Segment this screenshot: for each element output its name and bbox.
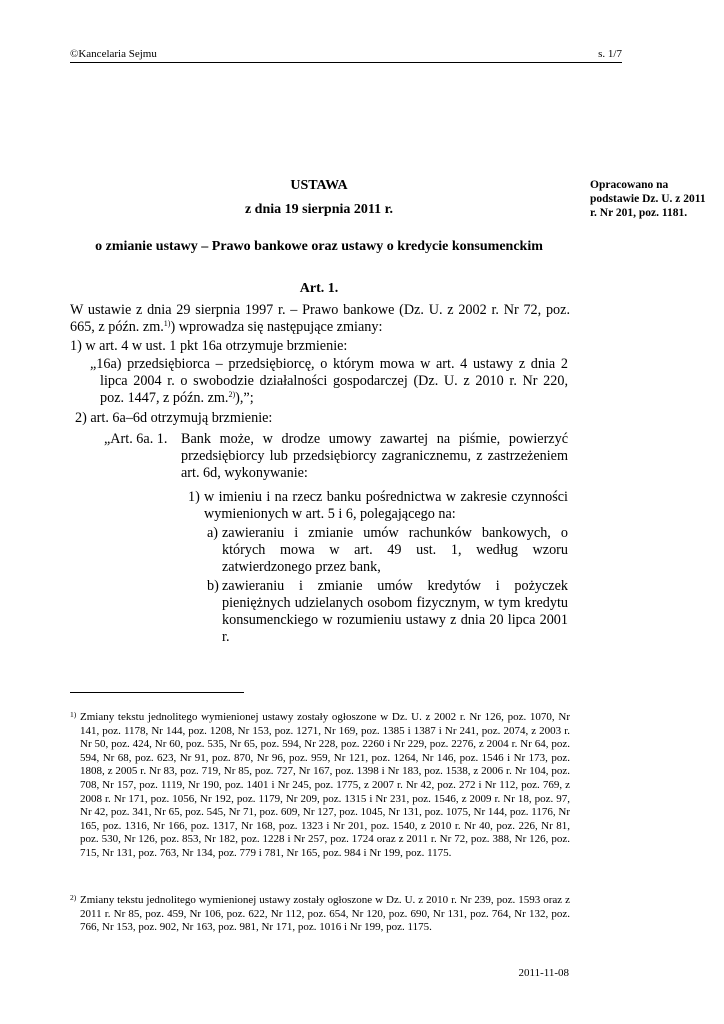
point-b-text: zawieraniu i zmianie umów kredytów i pożyczek pieniężnych udzielanych osobom fizycznym, w tym kredytu konsumenckiego w rozumieniu ustawy z dnia 20 lipca 2001 r. [222, 578, 568, 645]
page-number: s. 1/7 [598, 48, 622, 60]
point-1-number: 1) [188, 489, 200, 505]
point-1-text: w imieniu i na rzecz banku pośrednictwa w zakresie czynności wymienionych w art. 5 i 6, polegającego na: [204, 489, 568, 522]
footnote-ref-1[interactable]: 1) [163, 319, 171, 328]
footnote-separator [70, 692, 244, 693]
point-a-number: a) [207, 525, 219, 541]
act-date: z dnia 19 sierpnia 2011 r. [244, 202, 394, 217]
art-6a-lead: „Art. 6a. 1. [104, 431, 168, 447]
footnote-2-number: 2) [70, 893, 77, 902]
publisher-label: ©Kancelaria Sejmu [70, 48, 157, 60]
art-6a-body: Bank może, w drodze umowy zawartej na piśmie, powierzyć przedsiębiorcy lub przedsiębiorcy zagranicznemu, z zastrzeżeniem art. 6d, wykonywanie: [181, 431, 568, 481]
article-heading: Art. 1. [299, 281, 339, 296]
act-subject: o zmianie ustawy – Prawo bankowe oraz ustawy o kredycie konsumenckim [95, 239, 543, 254]
footnote-1-text: Zmiany tekstu jednolitego wymienionej ustawy zostały ogłoszone w Dz. U. z 2002 r. Nr 126, poz. 1070, Nr 141, poz. 1178, Nr 144, poz. 1208, Nr 153, poz. 1271, Nr 169, poz. 1385 i 1387 i Nr 241, poz. 2074, z 2003 r. Nr 50, poz. 424, Nr 60, poz. 535, Nr 65, poz. 594, Nr 228, poz. 2260 i Nr 229, poz. 2276, z 2004 r. Nr 64, poz. 594, Nr 68, poz. 623, Nr 91, poz. 870, Nr 96, poz. 959, Nr 121, poz. 1264, Nr 146, poz. 1546 i Nr 173, poz. 1808, z 2005 r. Nr 83, poz. 719, Nr 85, poz. 727, Nr 167, poz. 1398 i Nr 183, poz. 1538, z 2006 r. Nr 104, poz. 708, Nr 157, poz. 1119, Nr 190, poz. 1401 i Nr 245, poz. 1775, z 2007 r. Nr 42, poz. 272 i Nr 112, poz. 769, z 2008 r. Nr 171, poz. 1056, Nr 192, poz. 1179, Nr 209, poz. 1315 i Nr 231, poz. 1546, z 2009 r. Nr 18, poz. 97, Nr 42, poz. 341, Nr 65, poz. 545, Nr 71, poz. 609, Nr 127, poz. 1045, Nr 131, poz. 1075, Nr 144, poz. 1176, Nr 165, poz. 1316, Nr 166, poz. 1317, Nr 168, poz. 1323 i Nr 201, poz. 1540, z 2010 r. Nr 40, poz. 226, Nr 81, poz. 530, Nr 126, poz. 853, Nr 182, poz. 1228 i Nr 257, poz. 1724 oraz z 2011 r. Nr 72, poz. 388, Nr 126, poz. 715, Nr 131, poz. 763, Nr 134, poz. 779 i 781, Nr 165, poz. 984 i Nr 199, poz. 1175. [80, 711, 570, 859]
footnote-1-number: 1) [70, 710, 77, 719]
article-intro [70, 302, 570, 336]
amendment-item-1: 1) w art. 4 w ust. 1 pkt 16a otrzymuje brzmienie: [70, 338, 348, 354]
act-title: USTAWA [290, 178, 348, 193]
footnote-2-text: Zmiany tekstu jednolitego wymienionej ustawy zostały ogłoszone w Dz. U. z 2010 r. Nr 239, poz. 1593 oraz z 2011 r. Nr 85, poz. 459, Nr 106, poz. 622, Nr 112, poz. 654, Nr 120, poz. 690, Nr 131, poz. 764, Nr 132, poz. 766, Nr 153, poz. 902, Nr 163, poz. 981, Nr 171, poz. 1016 i Nr 199, poz. 1175. [80, 894, 570, 934]
art-6a-text [181, 431, 568, 482]
footnote-ref-2[interactable]: 2) [228, 390, 236, 399]
footnote-2 [70, 894, 570, 935]
article-intro-text: W ustawie z dnia 29 sierpnia 1997 r. – Prawo bankowe (Dz. U. z 2002 r. Nr 72, poz. 665, z późn. zm. [70, 302, 570, 335]
source-note: Opracowano na podstawie Dz. U. z 2011 r. Nr 201, poz. 1181. [590, 179, 706, 219]
footnote-1 [70, 711, 570, 861]
publication-date: 2011-11-08 [518, 967, 569, 979]
point-b-number: b) [207, 578, 219, 594]
quote-16a [90, 356, 568, 407]
quote-16a-text: „16a) przedsiębiorca – przedsiębiorcę, o którym mowa w art. 4 ustawy z dnia 2 lipca 2004 r. o swobodzie działalności gospodarczej (Dz. U. z 2010 r. Nr 220, poz. 1447, z późn. zm. [90, 356, 568, 406]
amendment-item-2: 2) art. 6a–6d otrzymują brzmienie: [75, 410, 273, 426]
point-a-text: zawieraniu i zmianie umów rachunków bankowych, o których mowa w art. 49 ust. 1, według wzoru zatwierdzonego przez bank, [222, 525, 568, 575]
article-intro-tail: ) wprowadza się następujące zmiany: [170, 319, 383, 335]
page-header [70, 48, 622, 63]
quote-16a-tail: ),”; [235, 390, 254, 406]
